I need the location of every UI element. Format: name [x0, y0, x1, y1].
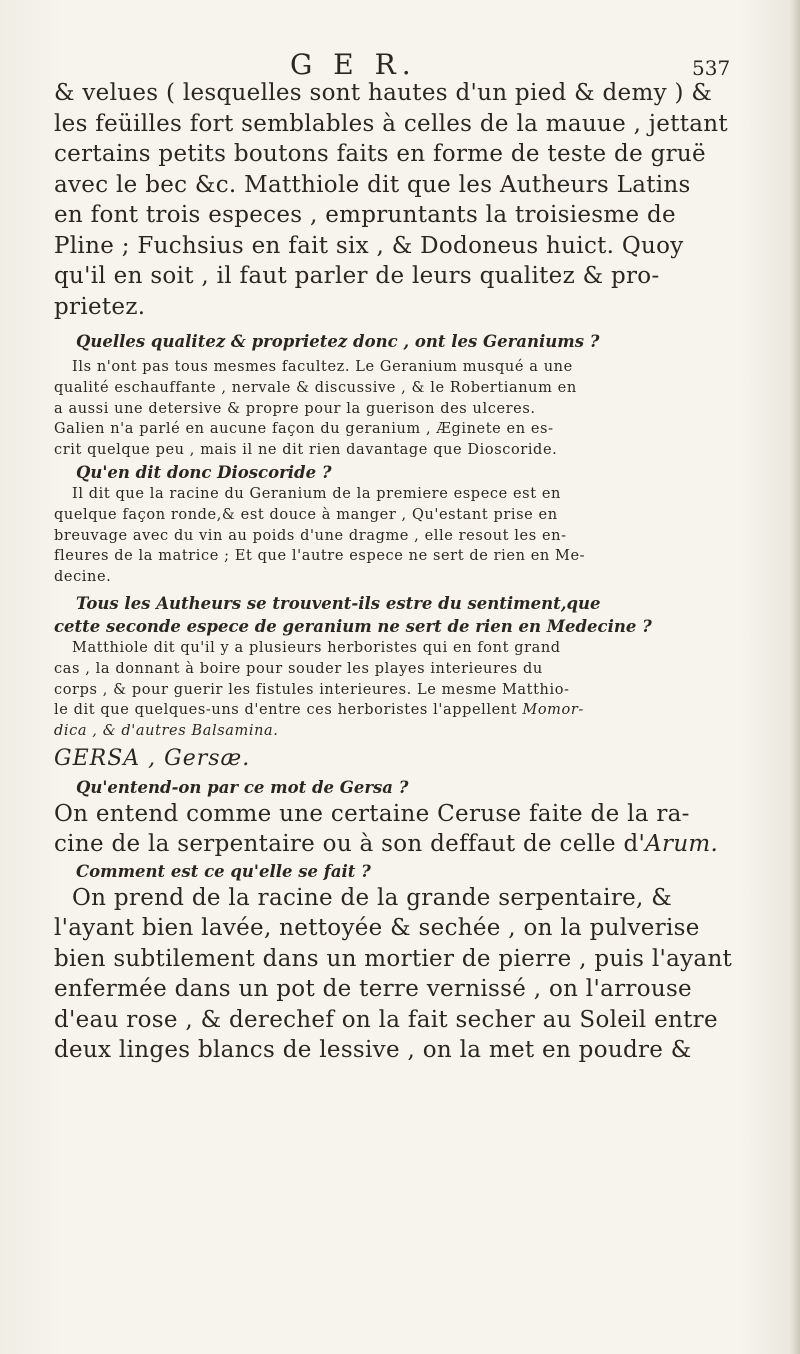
text-run: dica , & d'autres	[54, 723, 187, 740]
text-line: avec le bec &c. Matthiole dit que les Autheurs Latins	[54, 171, 691, 198]
text-line: corps , & pour guerir les fistules interieures. Le mesme Matthio-	[54, 681, 570, 698]
text-run: cine de la serpentaire ou à son deffaut de celle d'	[54, 831, 646, 858]
text-line: en font trois especes , empruntants la troisiesme de	[54, 202, 676, 228]
text-line: cas , la donnant à boire pour souder les playes interieures du	[54, 660, 543, 677]
text-line: certains petits boutons faits en forme de teste de gruë	[54, 141, 706, 167]
text-line: prietez.	[54, 293, 146, 320]
question-heading: Comment est ce qu'elle se fait ?	[76, 861, 371, 881]
text-line: quelque façon ronde,& est douce à manger , Qu'estant prise en	[54, 506, 558, 523]
text-line: d'eau rose , & derechef on la fait secher au Soleil entre	[54, 1006, 718, 1033]
text-line: Ils n'ont pas tous mesmes facultez. Le Geranium musqué a une	[72, 359, 573, 375]
plant-name: Momor-	[522, 702, 584, 719]
text-line: l'ayant bien lavée, nettoyée & sechée , on la pulverise	[54, 915, 700, 942]
question-heading: Qu'en dit donc Dioscoride ?	[76, 462, 332, 482]
answer-paragraph	[54, 883, 744, 1066]
text-line: qualité eschauffante , nervale & discussive , & le Robertianum en	[54, 379, 577, 396]
text-line: Il dit que la racine du Geranium de la premiere espece est en	[72, 485, 561, 502]
question-heading: Qu'entend-on par ce mot de Gersa ?	[76, 777, 409, 797]
page-body	[54, 78, 744, 1066]
running-head: G E R.	[290, 48, 417, 81]
text-line: enfermée dans un pot de terre vernissé , on l'arrouse	[54, 976, 692, 1003]
paragraph-intro	[54, 78, 744, 322]
question-heading: cette seconde espece de geranium ne sert de rien en Medecine ?	[54, 616, 652, 636]
text-line: On entend comme une certaine Ceruse faite de la ra-	[54, 800, 690, 827]
plant-name: Balsamina.	[191, 723, 279, 740]
text-line: fleures de la matrice ; Et que l'autre espece ne sert de rien en Me-	[54, 548, 586, 565]
question-heading: Tous les Autheurs se trouvent-ils estre du sentiment,que	[76, 593, 601, 613]
text-line	[54, 700, 744, 721]
text-line: les feüilles fort semblables à celles de la mauue , jettant	[54, 110, 728, 137]
text-line: deux linges blancs de lessive , on la met en poudre &	[54, 1037, 692, 1064]
dictionary-entry: GERSA , Gersæ.	[54, 745, 251, 771]
answer-paragraph	[54, 357, 744, 461]
plant-name: Arum.	[645, 831, 719, 858]
text-line: qu'il en soit , il faut parler de leurs qualitez & pro-	[54, 263, 660, 289]
answer-paragraph	[54, 484, 744, 588]
answer-paragraph	[54, 799, 744, 860]
text-line: bien subtilement dans un mortier de pierre , puis l'ayant	[54, 945, 733, 972]
text-line: Matthiole dit qu'il y a plusieurs herboristes qui en font grand	[72, 639, 561, 656]
text-line: a aussi une detersive & propre pour la guerison des ulceres.	[54, 400, 536, 417]
page-number: 537	[692, 56, 731, 80]
text-line: Galien n'a parlé en aucune façon du geranium , Æginete en es-	[54, 421, 554, 438]
text-line: breuvage avec du vin au poids d'une dragme , elle resout les en-	[54, 527, 567, 544]
answer-paragraph	[54, 638, 744, 742]
text-line: On prend de la racine de la grande serpentaire, &	[72, 884, 673, 911]
text-line	[54, 829, 744, 860]
text-line: Pline ; Fuchsius en fait six , & Dodoneus huict. Quoy	[54, 232, 684, 259]
text-run: le dit que quelques-uns d'entre ces herboristes l'appellent	[54, 702, 518, 719]
text-line	[54, 721, 744, 742]
text-line: & velues ( lesquelles sont hautes d'un pied & demy ) &	[54, 80, 713, 106]
question-heading: Quelles qualitez & proprietez donc , ont les Geraniums ?	[76, 332, 600, 351]
text-line: crit quelque peu , mais il ne dit rien davantage que Dioscoride.	[54, 442, 558, 459]
text-line: decine.	[54, 569, 112, 586]
page-edge-shadow	[790, 0, 800, 1354]
